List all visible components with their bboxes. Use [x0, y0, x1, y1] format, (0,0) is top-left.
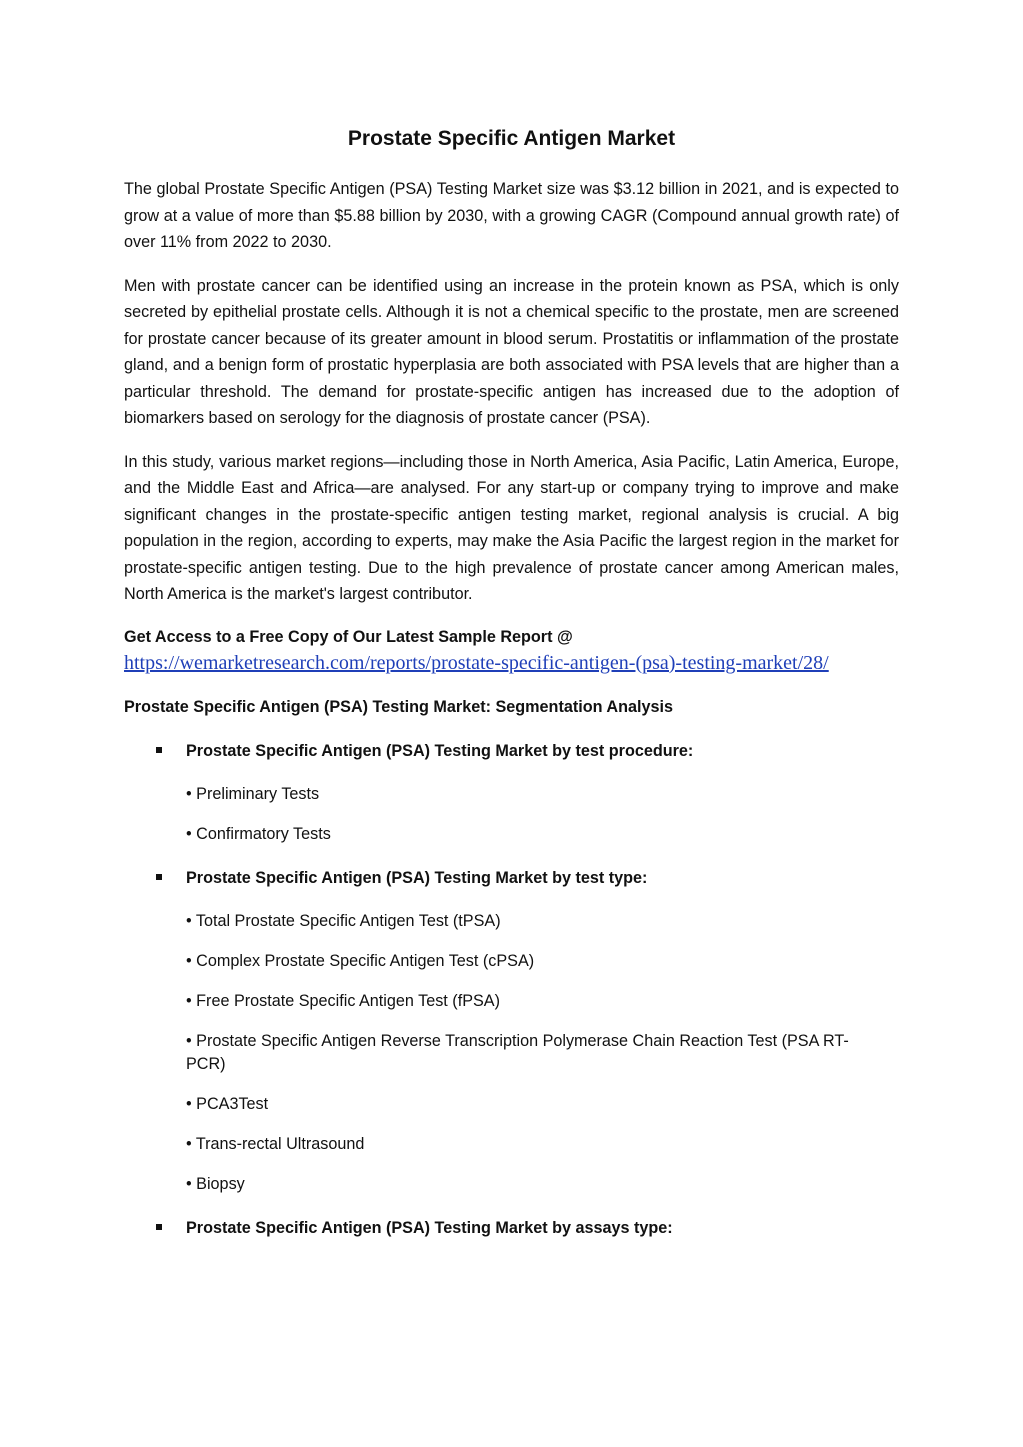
list-item: • Trans-rectal Ultrasound: [186, 1134, 365, 1153]
paragraph-market-size: The global Prostate Specific Antigen (PSA) Testing Market size was $3.12 billion in 2021, and is expected to grow at a value of more than $5.88 billion by 2030, with a growing CAGR (Compound annual growth rate) of over 11% from 2022 to 2030.: [124, 180, 899, 251]
paragraph-regional-analysis: In this study, various market regions—including those in North America, Asia Pacific, Latin America, Europe, and the Middle East and Africa—are analysed. For any start-up or company trying to improve and make significant changes in the prostate-specific antigen testing market, regional analysis is crucial. A big population in the region, according to experts, may make the Asia Pacific the largest region in the market for prostate-specific antigen testing. Due to the high prevalence of prostate cancer among American males, North America is the market's largest contributor.: [124, 452, 899, 603]
sample-report-cta: Get Access to a Free Copy of Our Latest Sample Report @: [124, 627, 573, 646]
segment-test-procedure: [124, 739, 899, 846]
list-item: • PCA3Test: [186, 1094, 269, 1113]
segment-heading: Prostate Specific Antigen (PSA) Testing Market by assays type:: [186, 1218, 673, 1237]
sample-report-link[interactable]: https://wemarketresearch.com/reports/prostate-specific-antigen-(psa)-testing-market/28/: [124, 651, 829, 674]
list-item: • Complex Prostate Specific Antigen Test (cPSA): [186, 951, 535, 970]
square-bullet-icon: [156, 747, 162, 753]
list-item: • Preliminary Tests: [186, 784, 320, 803]
list-item: • Free Prostate Specific Antigen Test (fPSA): [186, 991, 500, 1010]
segment-assays-type: [124, 1216, 899, 1240]
segment-test-type: [124, 866, 899, 1196]
segment-items: [186, 783, 899, 846]
page-title: Prostate Specific Antigen Market: [347, 127, 676, 150]
list-item: • Prostate Specific Antigen Reverse Transcription Polymerase Chain Reaction Test (PSA RT-PCR): [186, 1031, 849, 1073]
list-item: • Confirmatory Tests: [186, 824, 331, 843]
list-item: • Biopsy: [186, 1174, 245, 1193]
segment-items: [186, 910, 899, 1196]
square-bullet-icon: [156, 1224, 162, 1230]
segment-heading: Prostate Specific Antigen (PSA) Testing Market by test procedure:: [186, 741, 694, 760]
segmentation-title: Prostate Specific Antigen (PSA) Testing Market: Segmentation Analysis: [124, 697, 673, 716]
document-page: [124, 124, 899, 1260]
segment-heading: Prostate Specific Antigen (PSA) Testing Market by test type:: [186, 868, 648, 887]
list-item: • Total Prostate Specific Antigen Test (tPSA): [186, 911, 501, 930]
paragraph-psa-overview: Men with prostate cancer can be identified using an increase in the protein known as PSA, which is only secreted by epithelial prostate cells. Although it is not a chemical specific to the prostate, men are screened for prostate cancer because of its greater amount in blood serum. Prostatitis or inflammation of the prostate gland, and a benign form of prostatic hyperplasia are both associated with PSA levels that are higher than a particular threshold. The demand for prostate-specific antigen has increased due to the adoption of biomarkers based on serology for the diagnosis of prostate cancer (PSA).: [124, 276, 899, 427]
square-bullet-icon: [156, 874, 162, 880]
